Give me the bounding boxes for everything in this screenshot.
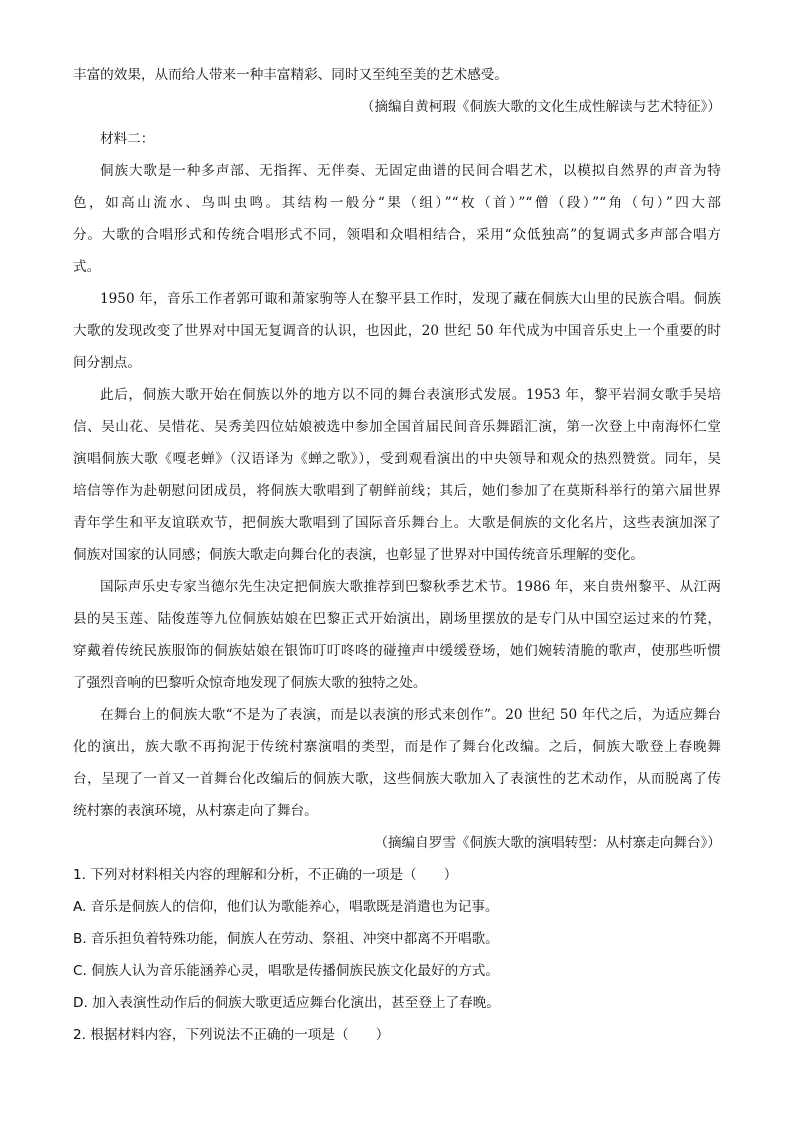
- paragraph-line: 1950 年，音乐工作者郭可诹和萧家驹等人在黎平县工作时，发现了藏在侗族大山里的民族合唱。侗族: [100, 291, 721, 307]
- paragraph-line: 青年学生和平友谊联欢节，把侗族大歌唱到了国际音乐舞台上。大歌是侗族的文化名片，这些表演加深了: [73, 515, 721, 531]
- paragraph-line: 化的演出，族大歌不再拘泥于传统村寨演唱的类型，而是作了舞台化改编。之后，侗族大歌登上春晚舞: [73, 739, 721, 755]
- paragraph-line: 分。大歌的合唱形式和传统合唱形式不同，领唱和众唱相结合，采用“众低独高”的复调式多声部合唱方: [73, 227, 721, 243]
- source-citation: （摘编自黄柯瑕《侗族大歌的文化生成性解读与艺术特征》）: [360, 99, 721, 115]
- paragraph-line: 大歌的发现改变了世界对中国无复调音的认识，也因此，20 世纪 50 年代成为中国音乐史上一个重要的时: [73, 323, 721, 339]
- paragraph-line: 此后，侗族大歌开始在侗族以外的地方以不同的舞台表演形式发展。1953 年，黎平岩洞女歌手吴培: [100, 387, 721, 403]
- paragraph-line: 色，如高山流水、鸟叫虫鸣。其结构一般分“果（组）”“枚（首）”“僧（段）”“角（句）”四大部: [73, 195, 721, 211]
- question-stem: 1. 下列对材料相关内容的理解和分析，不正确的一项是（ ）: [73, 867, 458, 883]
- option-a: A. 音乐是侗族人的信仰，他们认为歌能养心，唱歌既是消遣也为记事。: [73, 899, 499, 915]
- paragraph-line: 县的吴玉莲、陆俊莲等九位侗族姑娘在巴黎正式开始演出，剧场里摆放的是专门从中国空运过来的竹凳，: [73, 611, 721, 627]
- paragraph-line: 穿戴着传统民族服饰的侗族姑娘在银饰叮叮咚咚的碰撞声中缓缓登场，她们婉转清脆的歌声，使那些听惯: [73, 643, 721, 659]
- paragraph-line: 侗族大歌是一种多声部、无指挥、无伴奏、无固定曲谱的民间合唱艺术，以模拟自然界的声音为特: [100, 163, 721, 179]
- question-stem: 2. 根据材料内容，下列说法不正确的一项是（ ）: [73, 1027, 390, 1043]
- paragraph-line: 台，呈现了一首又一首舞台化改编后的侗族大歌，这些侗族大歌加入了表演性的艺术动作，从而脱离了传: [73, 771, 721, 787]
- paragraph-line: 丰富的效果，从而给人带来一种丰富精彩、同时又至纯至美的艺术感受。: [73, 67, 508, 83]
- option-b: B. 音乐担负着特殊功能，侗族人在劳动、祭祖、冲突中都离不开唱歌。: [73, 931, 499, 947]
- paragraph-line: 演唱侗族大歌《嘎老蝉》（汉语译为《蝉之歌》），受到观看演出的中央领导和观众的热烈赞赏。同年，吴: [73, 451, 721, 467]
- source-citation: （摘编自罗雪《侗族大歌的演唱转型：从村寨走向舞台》）: [374, 835, 721, 851]
- paragraph-line: 统村寨的表演环境，从村寨走向了舞台。: [73, 803, 318, 819]
- paragraph-line: 间分割点。: [73, 355, 141, 371]
- paragraph-line: 信、吴山花、吴惜花、吴秀美四位姑娘被选中参加全国首届民间音乐舞蹈汇演，第一次登上中南海怀仁堂: [73, 419, 721, 435]
- option-d: D. 加入表演性动作后的侗族大歌更适应舞台化演出，甚至登上了春晚。: [73, 995, 500, 1011]
- option-c: C. 侗族人认为音乐能涵养心灵，唱歌是传播侗族民族文化最好的方式。: [73, 963, 499, 979]
- paragraph-line: 在舞台上的侗族大歌“不是为了表演，而是以表演的形式来创作”。20 世纪 50 年代之后，为适应舞台: [100, 707, 721, 723]
- paragraph-line: 侗族对国家的认同感；侗族大歌走向舞台化的表演，也彰显了世界对中国传统音乐理解的变化。: [73, 547, 644, 563]
- paragraph-line: 培信等作为赴朝慰问团成员，将侗族大歌唱到了朝鲜前线；其后，她们参加了在莫斯科举行的第六届世界: [73, 483, 721, 499]
- paragraph-line: 式。: [73, 259, 101, 275]
- paragraph-line: 国际声乐史专家当德尔先生决定把侗族大歌推荐到巴黎秋季艺术节。1986 年，来自贵州黎平、从江两: [100, 579, 721, 595]
- section-heading: 材料二：: [100, 131, 155, 147]
- paragraph-line: 了强烈音响的巴黎听众惊奇地发现了侗族大歌的独特之处。: [73, 675, 427, 691]
